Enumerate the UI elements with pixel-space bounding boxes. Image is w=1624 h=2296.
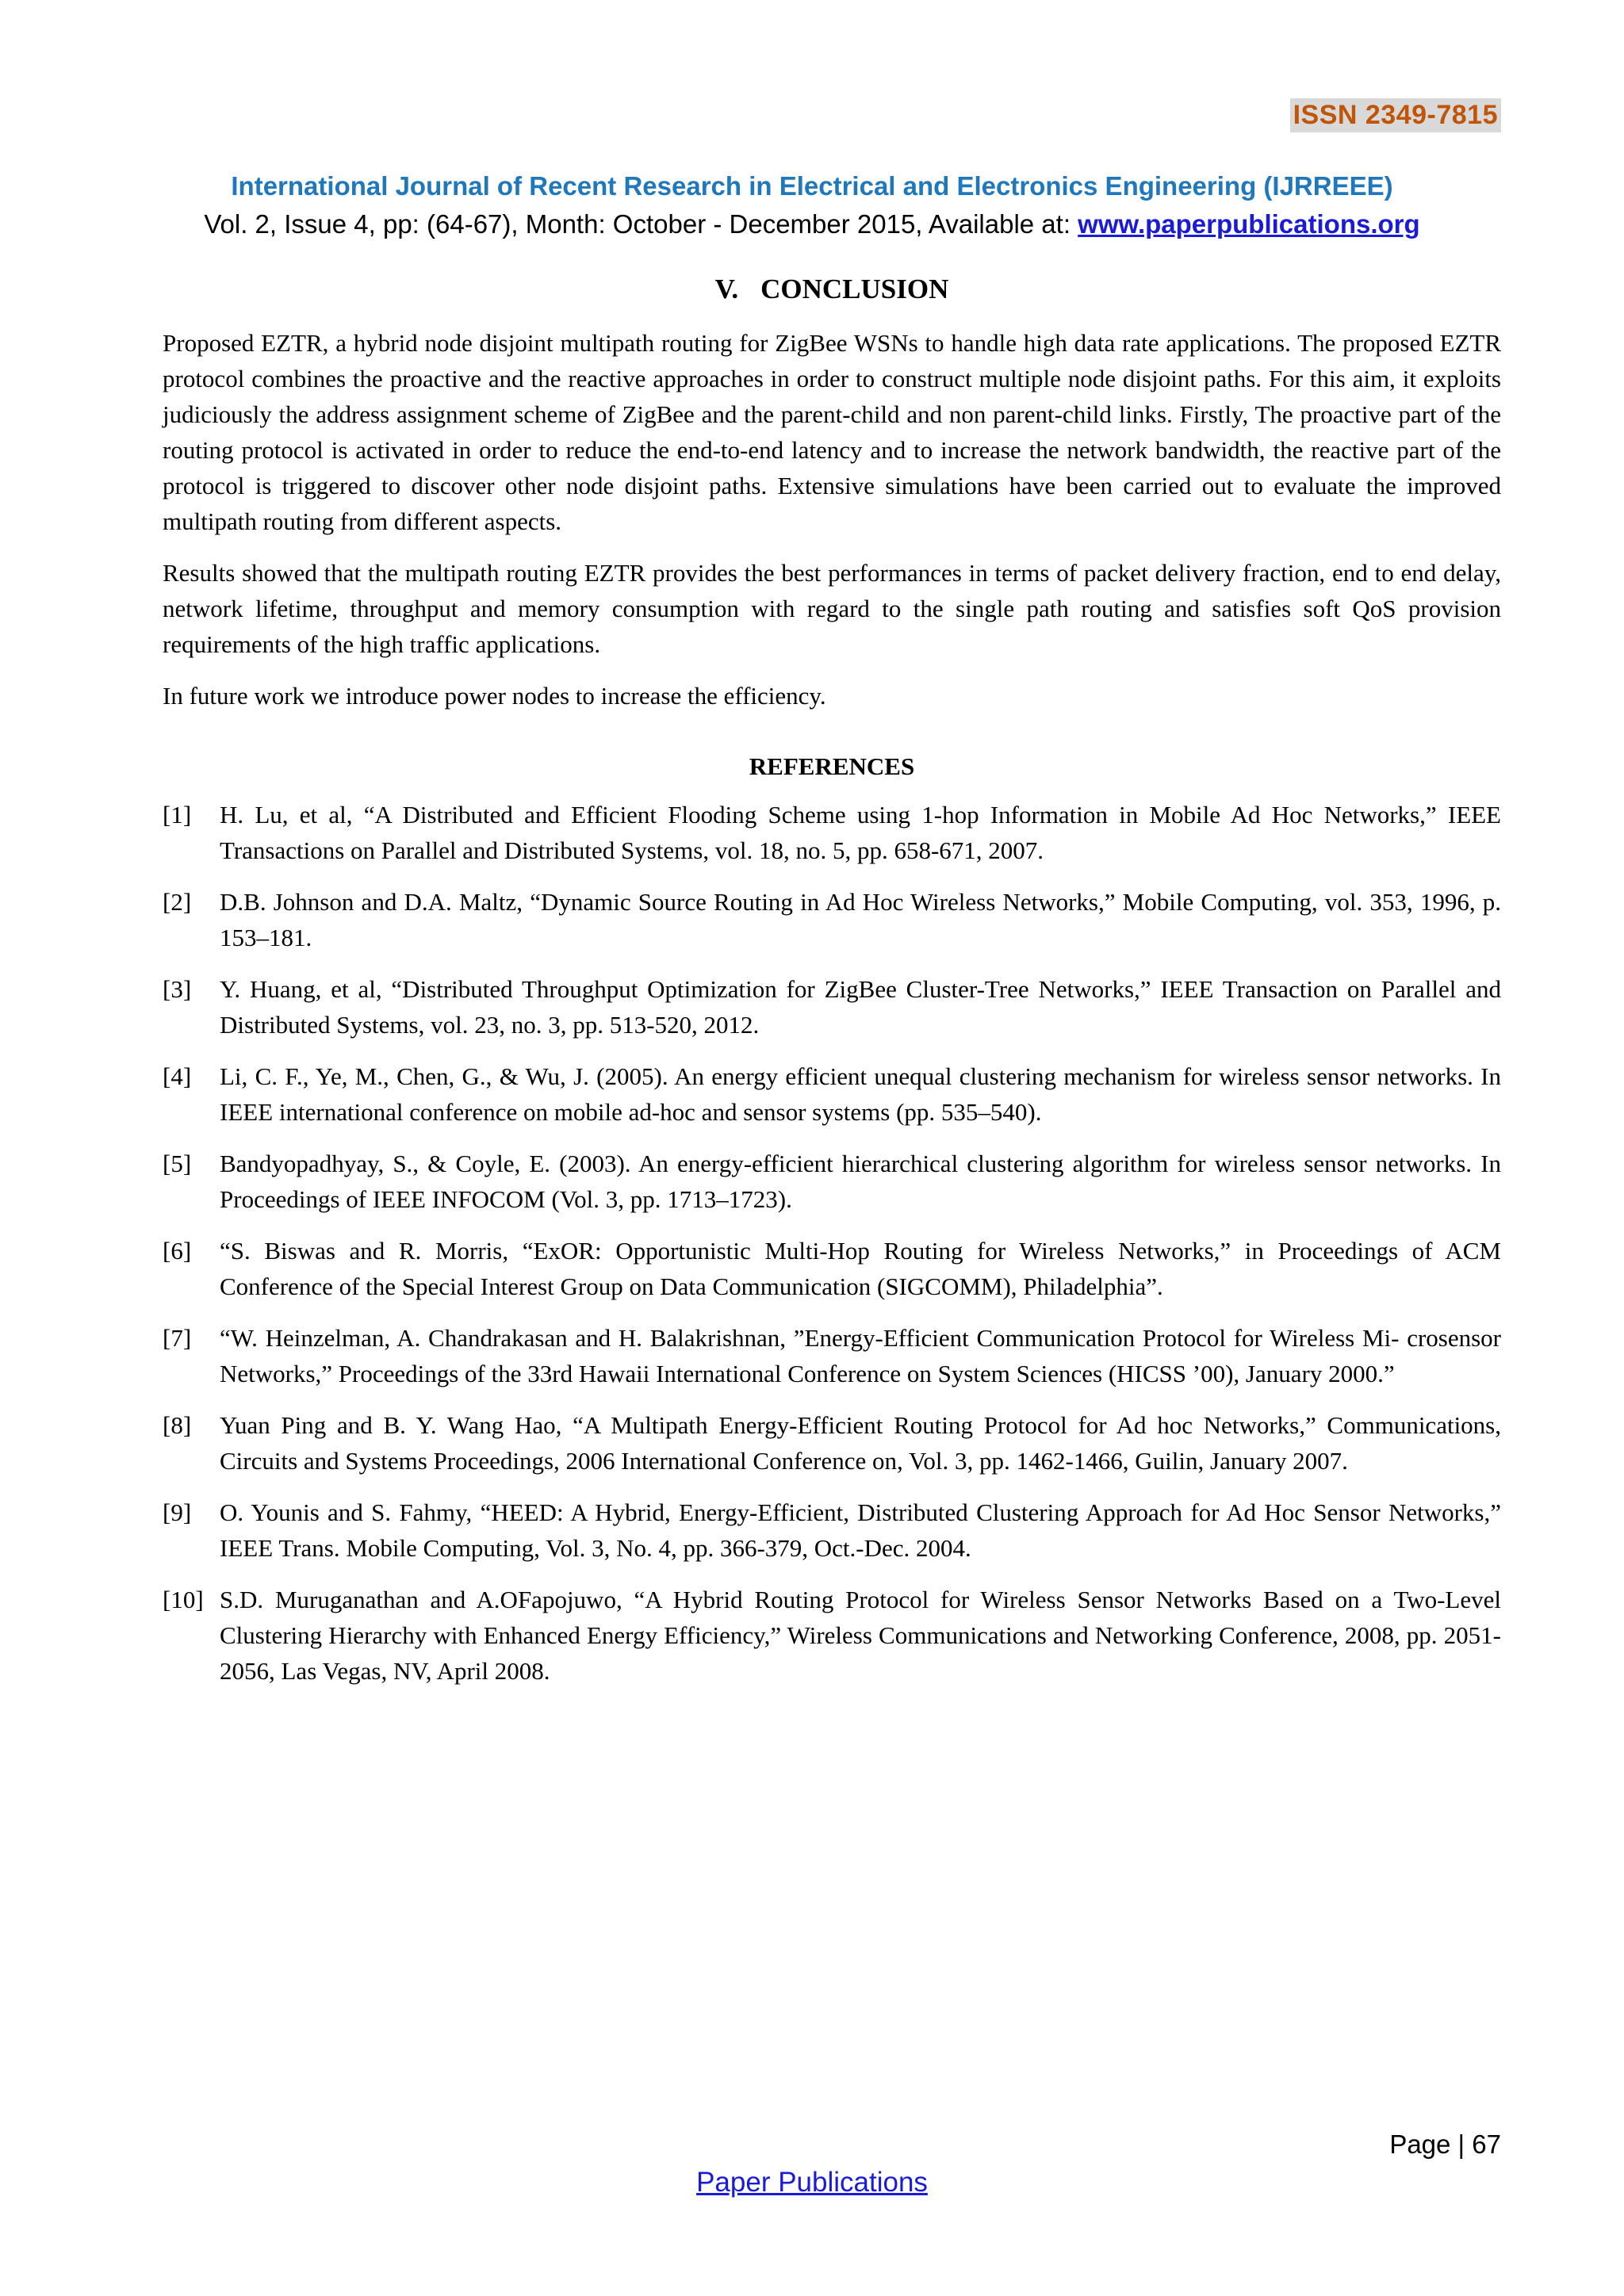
reference-item [163,1494,1501,1566]
reference-text: H. Lu, et al, “A Distributed and Efficient Flooding Scheme using 1-hop Information in Mobile Ad Hoc Networks,” IEEE Transactions on Parallel and Distributed Systems, vol. 18, no. 5, pp. 658-671, 2007. [220,801,1501,864]
conclusion-paragraph-3: In future work we introduce power nodes to increase the efficiency. [163,682,826,710]
reference-item [163,1407,1501,1479]
reference-text: S.D. Muruganathan and A.OFapojuwo, “A Hybrid Routing Protocol for Wireless Sensor Networks Based on a Two-Level Clustering Hierarchy with Enhanced Energy Efficiency,” Wireless Communications and Networking Conference, 2008, pp. 2051- 2056, Las Vegas, NV, April 2008. [220,1586,1501,1685]
journal-title: International Journal of Recent Research in Electrical and Electronics Engineering (IJRREEE) [231,171,1393,201]
reference-item [163,971,1501,1043]
reference-item [163,1320,1501,1391]
reference-text: Yuan Ping and B. Y. Wang Hao, “A Multipath Energy-Efficient Routing Protocol for Ad hoc Networks,” Communications, Circuits and Systems Proceedings, 2006 International Conference on, Vol. 3, pp. 1462-1466, Guilin, January 2007. [220,1411,1501,1475]
section-number: V. [714,274,739,304]
reference-item [163,1582,1501,1689]
issn-badge: ISSN 2349-7815 [1290,98,1501,132]
reference-number: [1] [163,801,192,828]
reference-number: [7] [163,1324,192,1352]
publisher-footer [0,2167,1624,2198]
journal-meta-text: Vol. 2, Issue 4, pp: (64-67), Month: October - December 2015, Available at: [204,209,1078,239]
main-content [163,270,1501,1705]
conclusion-paragraph-2: Results showed that the multipath routing EZTR provides the best performances in terms of packet delivery fraction, end to end delay, network lifetime, throughput and memory consumption with regard to the single path routing and satisfies soft QoS provision requirements of the high traffic applications. [163,559,1501,658]
reference-item [163,1233,1501,1304]
reference-number: [8] [163,1411,192,1439]
reference-item [163,1146,1501,1217]
publisher-link[interactable]: Paper Publications [696,2167,928,2198]
reference-number: [5] [163,1150,192,1177]
reference-text: “S. Biswas and R. Morris, “ExOR: Opportunistic Multi-Hop Routing for Wireless Networks,” in Proceedings of ACM Conference of the Special Interest Group on Data Communication (SIGCOMM), Philadelphia”. [220,1237,1501,1300]
page-number: Page | 67 [1389,2130,1501,2159]
conclusion-paragraph-1: Proposed EZTR, a hybrid node disjoint multipath routing for ZigBee WSNs to handle high data rate applications. The proposed EZTR protocol combines the proactive and the reactive approaches in order to construct multiple node disjoint paths. For this aim, it exploits judiciously the address assignment scheme of ZigBee and the parent-child and non parent-child links. Firstly, The proactive part of the routing protocol is activated in order to reduce the end-to-end latency and to increase the network bandwidth, the reactive part of the protocol is triggered to discover other node disjoint paths. Extensive simulations have been carried out to evaluate the improved multipath routing from different aspects. [163,329,1501,535]
reference-number: [4] [163,1062,192,1090]
journal-meta [0,209,1624,239]
reference-item [163,1058,1501,1130]
reference-text: O. Younis and S. Fahmy, “HEED: A Hybrid, Energy-Efficient, Distributed Clustering Approach for Ad Hoc Sensor Networks,” IEEE Trans. Mobile Computing, Vol. 3, No. 4, pp. 366-379, Oct.-Dec. 2004. [220,1498,1501,1562]
reference-number: [2] [163,888,192,916]
reference-number: [10] [163,1586,204,1613]
section-title: CONCLUSION [760,274,949,304]
reference-number: [3] [163,975,192,1003]
reference-item [163,797,1501,868]
reference-number: [6] [163,1237,192,1265]
reference-text: Bandyopadhyay, S., & Coyle, E. (2003). An energy-efficient hierarchical clustering algorithm for wireless sensor networks. In Proceedings of IEEE INFOCOM (Vol. 3, pp. 1713–1723). [220,1150,1501,1213]
reference-text: Li, C. F., Ye, M., Chen, G., & Wu, J. (2005). An energy efficient unequal clustering mechanism for wireless sensor networks. In IEEE international conference on mobile ad-hoc and sensor systems (pp. 535–540). [220,1062,1501,1126]
reference-item [163,884,1501,955]
references-heading: REFERENCES [749,752,915,780]
reference-number: [9] [163,1498,192,1526]
journal-website-link[interactable]: www.paperpublications.org [1078,209,1420,239]
reference-text: D.B. Johnson and D.A. Maltz, “Dynamic Source Routing in Ad Hoc Wireless Networks,” Mobile Computing, vol. 353, 1996, p. 153–181. [220,888,1501,951]
reference-text: Y. Huang, et al, “Distributed Throughput Optimization for ZigBee Cluster-Tree Networks,” IEEE Transaction on Parallel and Distributed Systems, vol. 23, no. 3, pp. 513-520, 2012. [220,975,1501,1039]
conclusion-heading [163,270,1501,309]
reference-text: “W. Heinzelman, A. Chandrakasan and H. Balakrishnan, ”Energy-Efficient Communication Protocol for Wireless Mi- crosensor Networks,” Proceedings of the 33rd Hawaii International Conference on System Sciences (HICSS ’00), January 2000.” [220,1324,1501,1387]
